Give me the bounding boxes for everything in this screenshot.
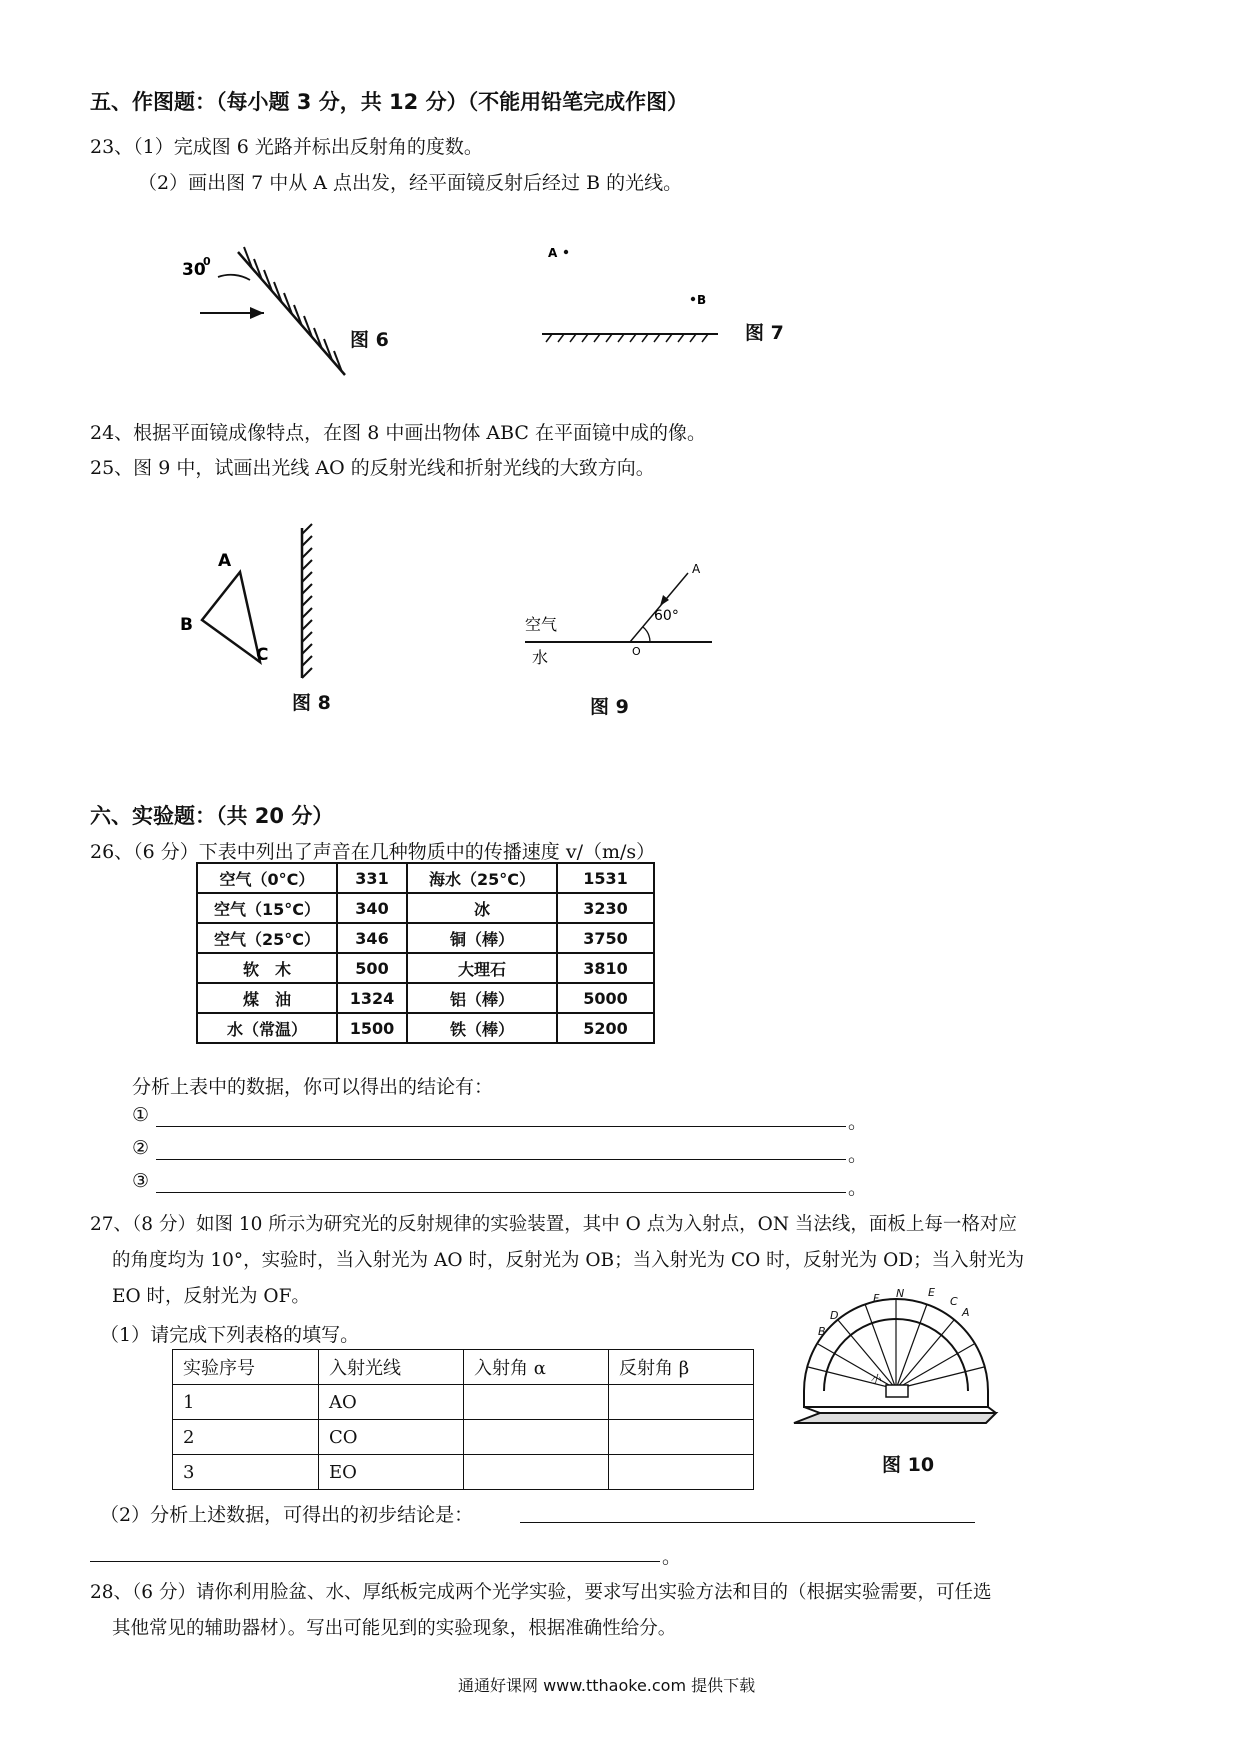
answer-cell[interactable]	[464, 1385, 609, 1420]
table-row	[173, 1385, 754, 1420]
table-row	[197, 1013, 654, 1043]
table-row	[197, 863, 654, 893]
fig7-point-b: B	[697, 293, 707, 307]
answer-blank-27-2b[interactable]	[90, 1561, 660, 1562]
blank-mark-2: ②	[132, 1137, 150, 1159]
fig9-air: 空气	[525, 615, 558, 634]
table-row	[197, 893, 654, 923]
answer-cell[interactable]	[464, 1420, 609, 1455]
question-25: 25、图 9 中，试画出光线 AO 的反射光线和折射光线的大致方向。	[90, 457, 655, 479]
table-cell: 1324	[337, 983, 407, 1013]
fig6-angle-sup: 0	[203, 255, 211, 268]
figure-8	[170, 520, 340, 680]
question-27-2: （2）分析上述数据，可得出的初步结论是：	[100, 1504, 474, 1526]
figure-8-label: 图 8	[292, 692, 331, 714]
figure-6-label: 图 6	[350, 329, 389, 351]
table-cell: 3230	[557, 893, 654, 923]
sound-speed-table	[196, 862, 655, 1044]
fig8-c: C	[256, 645, 269, 665]
table-cell: 340	[337, 893, 407, 923]
table-cell: 331	[337, 863, 407, 893]
column-header: 入射光线	[319, 1350, 464, 1385]
figure-6	[180, 235, 400, 385]
figure-9-label: 图 9	[590, 696, 629, 718]
table-cell: 水（常温）	[197, 1013, 337, 1043]
period-27-2: 。	[662, 1546, 682, 1568]
table-cell: 1	[173, 1385, 319, 1420]
table-cell: 1500	[337, 1013, 407, 1043]
question-27-line1: 27、（8 分）如图 10 所示为研究光的反射规律的实验装置，其中 O 点为入射点，ON 当法线，面板上每一格对应	[90, 1214, 1017, 1235]
fig9-angle: 60°	[654, 608, 679, 624]
table-row	[197, 953, 654, 983]
table-cell: 5200	[557, 1013, 654, 1043]
incident-arrow-icon	[250, 307, 264, 319]
table-cell: 海水（25°C）	[407, 863, 557, 893]
fig9-a: A	[692, 562, 701, 576]
question-23-2: （2）画出图 7 中从 A 点出发，经平面镜反射后经过 B 的光线。	[138, 172, 683, 194]
fig10-letter-b: B	[818, 1325, 826, 1338]
question-26-prompt: 分析上表中的数据，你可以得出的结论有：	[132, 1076, 494, 1098]
table-cell: 空气（25°C）	[197, 923, 337, 953]
table-cell: 冰	[407, 893, 557, 923]
column-header: 入射角 α	[464, 1350, 609, 1385]
period-1: 。	[848, 1111, 868, 1133]
figure-10	[790, 1285, 1000, 1445]
period-2: 。	[848, 1144, 868, 1166]
table-cell: EO	[319, 1455, 464, 1490]
table-cell: 空气（15°C）	[197, 893, 337, 923]
fig9-water: 水	[532, 648, 549, 667]
fig8-b: B	[180, 615, 193, 635]
table-header-row	[173, 1350, 754, 1385]
table-cell: 3810	[557, 953, 654, 983]
table-cell: AO	[319, 1385, 464, 1420]
mirror-hatching	[302, 524, 312, 678]
mirror-hatching	[546, 334, 708, 342]
table-cell: 2	[173, 1420, 319, 1455]
table-row	[173, 1420, 754, 1455]
figure-7-label: 图 7	[745, 322, 784, 344]
answer-blank-27-2a[interactable]	[520, 1522, 975, 1523]
fig9-o: O	[632, 645, 641, 658]
section6-title: 六、实验题：（共 20 分）	[90, 804, 334, 828]
table-row	[197, 983, 654, 1013]
fig10-letter-n: N	[896, 1287, 905, 1300]
answer-blank-3[interactable]	[156, 1192, 846, 1193]
question-27-1: （1）请完成下列表格的填写。	[100, 1324, 360, 1346]
table-cell: 煤 油	[197, 983, 337, 1013]
table-cell: 346	[337, 923, 407, 953]
table-cell: 大理石	[407, 953, 557, 983]
answer-blank-1[interactable]	[156, 1126, 846, 1127]
answer-cell[interactable]	[464, 1455, 609, 1490]
question-24: 24、根据平面镜成像特点，在图 8 中画出物体 ABC 在平面镜中成的像。	[90, 422, 706, 444]
table-cell: 5000	[557, 983, 654, 1013]
table-cell: 铝（棒）	[407, 983, 557, 1013]
column-header: 反射角 β	[609, 1350, 754, 1385]
table-cell: 铁（棒）	[407, 1013, 557, 1043]
period-3: 。	[848, 1177, 868, 1199]
table-cell: 铜（棒）	[407, 923, 557, 953]
table-cell: 3750	[557, 923, 654, 953]
table-cell: CO	[319, 1420, 464, 1455]
question-27-line3: EO 时，反射光为 OF。	[112, 1286, 310, 1307]
fig10-small: 小	[870, 1373, 881, 1386]
table-cell: 软 木	[197, 953, 337, 983]
fig8-a: A	[218, 551, 232, 571]
question-26: 26、（6 分）下表中列出了声音在几种物质中的传播速度 v/（m/s）	[90, 841, 656, 863]
answer-cell[interactable]	[609, 1420, 754, 1455]
page-footer: 通通好课网 www.tthaoke.com 提供下载	[458, 1676, 756, 1695]
answer-cell[interactable]	[609, 1455, 754, 1490]
question-27-line2: 的角度均为 10°，实验时，当入射光为 AO 时，反射光为 OB；当入射光为 CO 时，反射光为 OD；当入射光为	[112, 1250, 1025, 1271]
blank-mark-1: ①	[132, 1104, 150, 1126]
figure-9	[520, 555, 720, 670]
table-cell: 空气（0°C）	[197, 863, 337, 893]
column-header: 实验序号	[173, 1350, 319, 1385]
table-cell: 500	[337, 953, 407, 983]
answer-cell[interactable]	[609, 1385, 754, 1420]
question-28-line2: 其他常见的辅助器材）。写出可能见到的实验现象，根据准确性给分。	[112, 1618, 677, 1639]
blank-mark-3: ③	[132, 1170, 150, 1192]
fig10-letter-d: D	[830, 1309, 839, 1322]
table-row	[197, 923, 654, 953]
fig10-letter-e: E	[928, 1286, 935, 1299]
figure-7	[530, 235, 730, 355]
answer-blank-2[interactable]	[156, 1159, 846, 1160]
table-row	[173, 1455, 754, 1490]
fig7-point-a: A	[548, 246, 558, 260]
figure-10-label: 图 10	[882, 1454, 935, 1476]
fig6-angle: 30	[182, 260, 206, 280]
experiment-table	[172, 1349, 754, 1490]
question-23-1: 23、（1）完成图 6 光路并标出反射角的度数。	[90, 136, 483, 158]
fig10-letter-a: A	[962, 1306, 970, 1319]
section5-title: 五、作图题：（每小题 3 分，共 12 分）（不能用铅笔完成作图）	[90, 90, 689, 114]
fig10-letter-f: F	[873, 1292, 880, 1305]
fig10-letter-c: C	[950, 1295, 958, 1308]
table-cell: 3	[173, 1455, 319, 1490]
question-28-line1: 28、（6 分）请你利用脸盆、水、厚纸板完成两个光学实验，要求写出实验方法和目的（根据实验需要，可任选	[90, 1582, 992, 1603]
table-cell: 1531	[557, 863, 654, 893]
